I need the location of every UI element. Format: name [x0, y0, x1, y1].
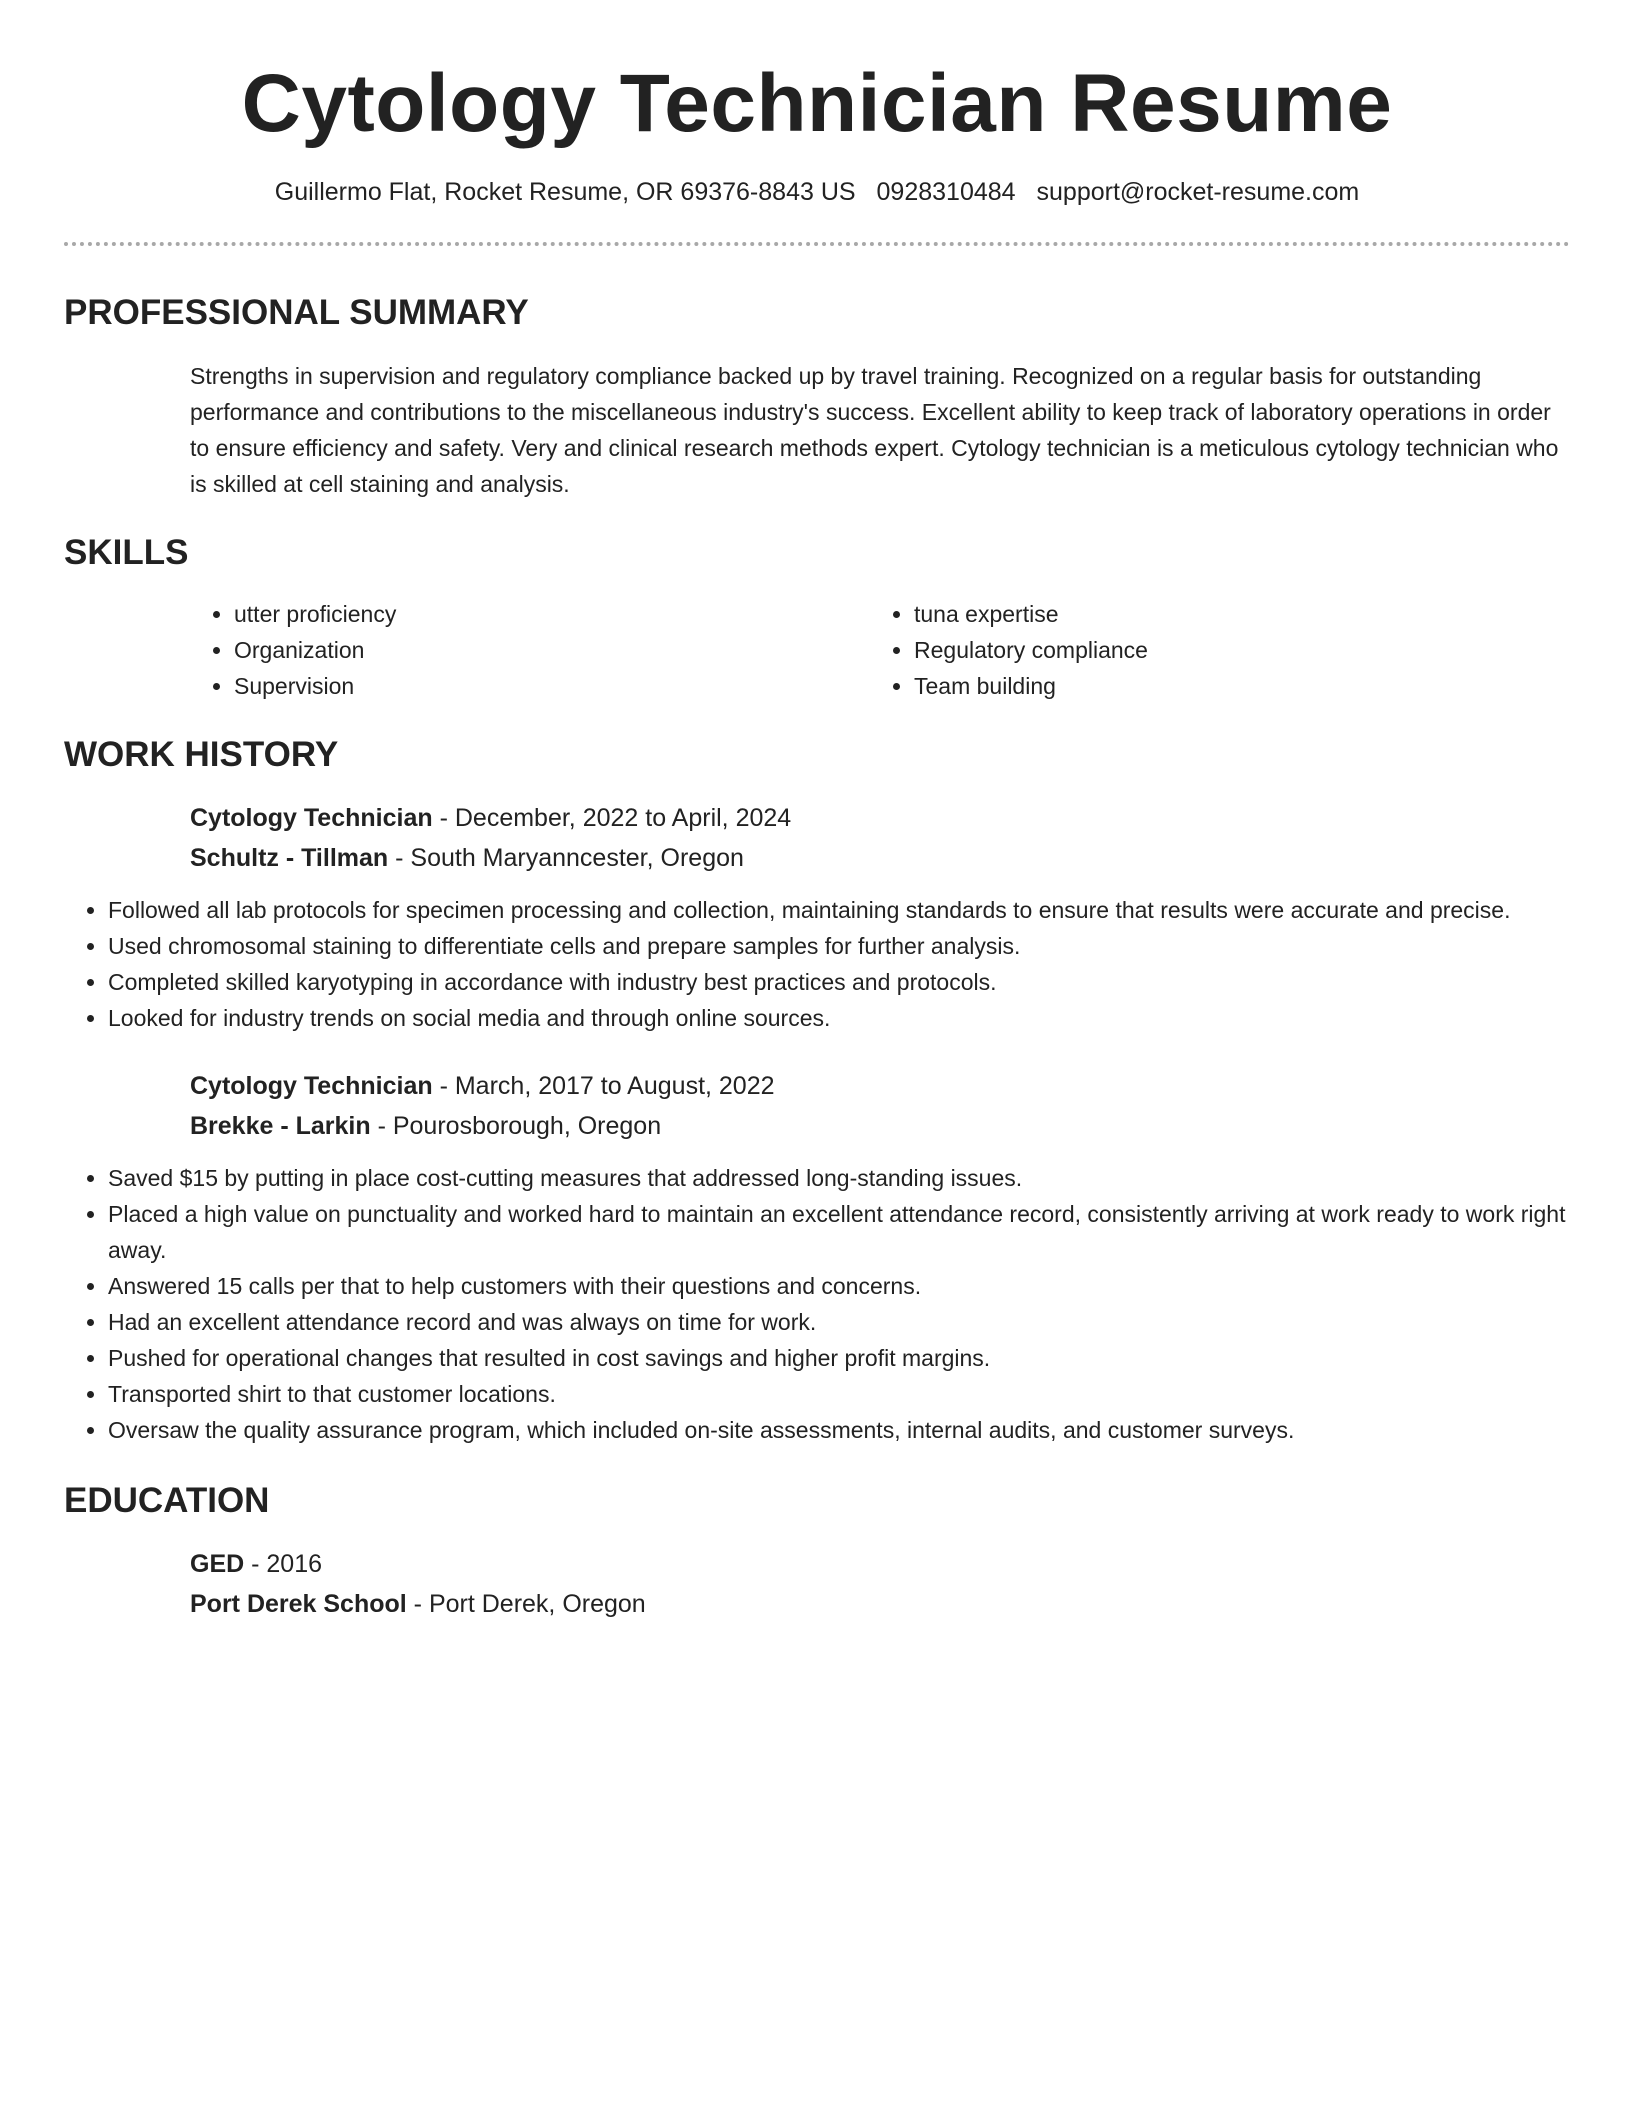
job-title: Cytology Technician	[190, 804, 433, 832]
list-item: • Oversaw the quality assurance program, which included on-site assessments, internal audits, and customer surveys.	[108, 1412, 1570, 1448]
list-item: • Transported shirt to that customer locations.	[108, 1376, 1570, 1412]
list-item: • Placed a high value on punctuality and worked hard to maintain an excellent attendance record, consistently arriving at work ready to work right away.	[108, 1196, 1570, 1268]
skills-heading: SKILLS	[64, 533, 189, 572]
degree-year: - 2016	[244, 1550, 323, 1578]
job-title-line	[190, 800, 1570, 836]
company-line	[190, 840, 1570, 876]
degree-name: GED	[190, 1550, 245, 1578]
company-location: - South Maryanncester, Oregon	[388, 844, 744, 872]
job-dates: - December, 2022 to April, 2024	[432, 804, 792, 832]
job-dates: - March, 2017 to August, 2022	[432, 1072, 775, 1100]
job-entry	[190, 1068, 1570, 1144]
education-heading: EDUCATION	[64, 1481, 270, 1520]
page-title: Cytology Technician Resume	[241, 58, 1393, 149]
list-item: • Completed skilled karyotyping in accordance with industry best practices and protocols.	[108, 964, 1570, 1000]
education-entry	[190, 1546, 1570, 1622]
job-title: Cytology Technician	[190, 1072, 433, 1100]
skills-list	[190, 596, 1570, 704]
school-line	[190, 1586, 1570, 1622]
contact-line	[64, 176, 1570, 208]
job-entry	[190, 800, 1570, 876]
list-item: • Used chromosomal staining to differentiate cells and prepare samples for further analysis.	[108, 928, 1570, 964]
company-name: Brekke - Larkin	[190, 1112, 371, 1140]
list-item: • Followed all lab protocols for specimen processing and collection, maintaining standards to ensure that results were accurate and precise.	[108, 892, 1570, 928]
header-divider	[64, 242, 1570, 246]
skill-item: • utter proficiency	[234, 596, 870, 632]
resume-page	[64, 0, 1570, 1622]
list-item: • Pushed for operational changes that resulted in cost savings and higher profit margins.	[108, 1340, 1570, 1376]
summary-heading: PROFESSIONAL SUMMARY	[64, 293, 529, 332]
company-line	[190, 1108, 1570, 1144]
skill-item: • Organization	[234, 632, 870, 668]
skill-item: • Supervision	[234, 668, 870, 704]
summary-text: Strengths in supervision and regulatory compliance backed up by travel training. Recognized on a regular basis for outstanding performance and contributions to the miscellaneous industry's success. Excellent ability to keep track of laboratory operations in order to ensure efficiency and safety. Very and clinical research methods expert. Cytology technician is a meticulous cytology technician who is skilled at cell staining and analysis.	[190, 363, 1559, 497]
skill-item: • Regulatory compliance	[914, 632, 1550, 668]
degree-line	[190, 1546, 1570, 1582]
contact-address: Guillermo Flat, Rocket Resume, OR 69376-8843 US	[274, 178, 856, 206]
skill-item: • tuna expertise	[914, 596, 1550, 632]
company-name: Schultz - Tillman	[190, 844, 389, 872]
list-item: • Had an excellent attendance record and was always on time for work.	[108, 1304, 1570, 1340]
company-location: - Pourosborough, Oregon	[370, 1112, 662, 1140]
list-item: • Saved $15 by putting in place cost-cutting measures that addressed long-standing issues.	[108, 1160, 1570, 1196]
school-name: Port Derek School	[190, 1590, 407, 1618]
job-duties	[64, 892, 1570, 1036]
skills-column-right	[870, 596, 1550, 704]
school-location: - Port Derek, Oregon	[406, 1590, 646, 1618]
skills-column-left	[190, 596, 870, 704]
list-item: • Looked for industry trends on social media and through online sources.	[108, 1000, 1570, 1036]
contact-phone: 0928310484	[876, 178, 1016, 206]
job-duties	[64, 1160, 1570, 1448]
contact-email: support@rocket-resume.com	[1036, 178, 1360, 206]
work-history-heading: WORK HISTORY	[64, 735, 339, 774]
skill-item: • Team building	[914, 668, 1550, 704]
list-item: • Answered 15 calls per that to help customers with their questions and concerns.	[108, 1268, 1570, 1304]
job-title-line	[190, 1068, 1570, 1104]
